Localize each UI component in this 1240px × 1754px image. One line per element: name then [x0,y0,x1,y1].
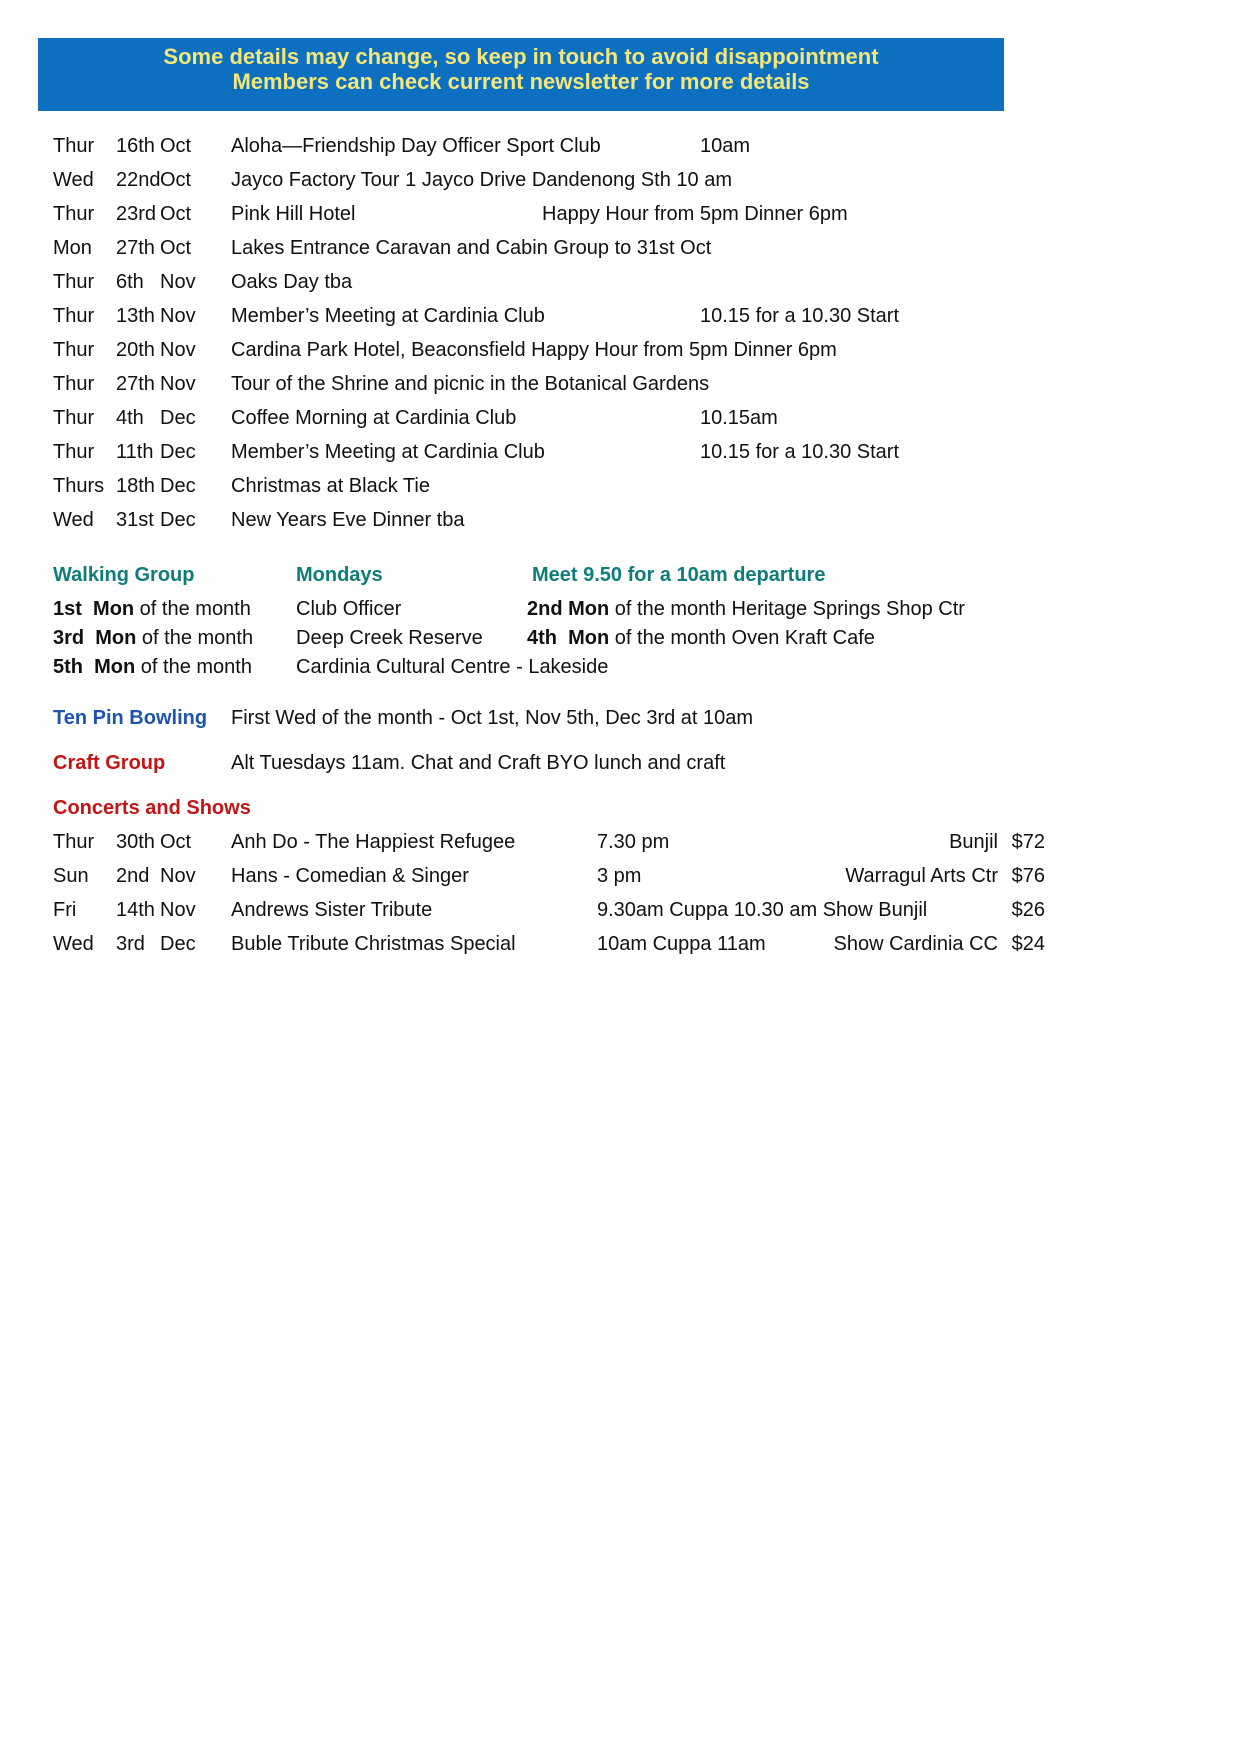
craft-title: Craft Group [53,752,166,774]
concert-month: Dec [160,933,196,955]
walk-row-2-place: Deep Creek Reserve [296,627,483,649]
concert-time: 9.30am Cuppa 10.30 am Show Bunjil [597,899,928,921]
concert-date: 30th [116,831,155,853]
event-description: Aloha—Friendship Day Officer Sport Club [231,135,601,157]
concert-price: $26 [1011,899,1045,921]
event-month: Dec [160,509,196,531]
event-day: Thur [53,135,95,157]
event-time: 10.15 for a 10.30 Start [700,441,900,463]
event-time: Happy Hour from 5pm Dinner 6pm [542,203,848,225]
event-date: 11th [116,441,154,463]
walk-row-1-when: 1st Mon of the month [53,598,251,620]
event-description: Christmas at Black Tie [231,475,430,497]
event-description: Coffee Morning at Cardinia Club [231,407,517,429]
event-time: 10.15am [700,407,778,429]
walk-row-1-alt: 2nd Mon of the month Heritage Springs Shop Ctr [527,598,965,620]
event-date: 20th [116,339,155,361]
event-day: Mon [53,237,92,259]
concert-date: 2nd [116,865,150,887]
event-month: Dec [160,441,196,463]
event-date: 6th [116,271,144,293]
event-day: Thur [53,271,95,293]
walk-row-3-when: 5th Mon of the month [53,656,252,678]
concert-time: 3 pm [597,865,642,887]
event-month: Dec [160,475,196,497]
concert-price: $72 [1011,831,1045,853]
event-day: Thur [53,305,95,327]
concert-month: Oct [160,831,192,853]
event-description: Jayco Factory Tour 1 Jayco Drive Dandenong Sth 10 am [231,169,732,191]
event-day: Thur [53,373,95,395]
banner-line-1: Some details may change, so keep in touch to avoid disappointment [163,44,879,69]
event-month: Oct [160,135,192,157]
walk-row-2-when: 3rd Mon of the month [53,627,254,649]
walking-group-title: Walking Group [53,564,195,586]
event-description: Tour of the Shrine and picnic in the Botanical Gardens [231,373,710,395]
event-date: 16th [116,135,155,157]
event-date: 4th [116,407,144,429]
event-description: Cardina Park Hotel, Beaconsfield Happy Hour from 5pm Dinner 6pm [231,339,837,361]
event-day: Thur [53,203,95,225]
concerts-title: Concerts and Shows [53,797,251,819]
concert-time: 7.30 pm [597,831,670,853]
craft-text: Alt Tuesdays 11am. Chat and Craft BYO lunch and craft [231,752,726,774]
walk-row-3-place: Cardinia Cultural Centre - Lakeside [296,656,609,678]
event-time: 10am [700,135,751,157]
walk-row-1-place: Club Officer [296,598,402,620]
event-month: Nov [160,305,196,327]
concert-day: Thur [53,831,95,853]
concert-price: $76 [1011,865,1045,887]
concert-day: Sun [53,865,89,887]
event-date: 23rd [116,203,157,225]
concert-venue: Warragul Arts Ctr [845,865,998,887]
walking-group-day: Mondays [296,564,383,586]
concert-venue: Bunjil [949,831,998,853]
event-day: Wed [53,509,94,531]
event-day: Wed [53,169,94,191]
concert-time: 10am Cuppa 11am [597,933,766,955]
event-day: Thur [53,441,95,463]
event-month: Nov [160,373,196,395]
walk-row-2-alt: 4th Mon of the month Oven Kraft Cafe [527,627,875,649]
event-month: Nov [160,271,196,293]
event-date: 13th [116,305,155,327]
concert-price: $24 [1011,933,1045,955]
event-month: Nov [160,339,196,361]
event-month: Oct [160,203,192,225]
event-date: 27th [116,373,155,395]
event-day: Thur [53,339,95,361]
event-day: Thur [53,407,95,429]
event-time: 10.15 for a 10.30 Start [700,305,900,327]
concert-month: Nov [160,899,196,921]
concert-day: Fri [53,899,77,921]
notice-banner [38,38,1004,111]
concert-name: Andrews Sister Tribute [231,899,433,921]
bowling-title: Ten Pin Bowling [53,707,208,729]
concert-date: 14th [116,899,155,921]
concert-name: Anh Do - The Happiest Refugee [231,831,516,853]
event-day: Thurs [53,475,105,497]
event-date: 31st [116,509,154,531]
walking-group-meet: Meet 9.50 for a 10am departure [532,564,826,586]
event-month: Oct [160,169,192,191]
banner-line-2: Members can check current newsletter for more details [232,69,810,94]
concert-day: Wed [53,933,94,955]
event-month: Dec [160,407,196,429]
event-date: 27th [116,237,155,259]
event-description: Pink Hill Hotel [231,203,356,225]
event-month: Oct [160,237,192,259]
event-date: 22nd [116,169,161,191]
event-date: 18th [116,475,155,497]
concert-name: Buble Tribute Christmas Special [231,933,516,955]
concert-name: Hans - Comedian & Singer [231,865,469,887]
event-description: Lakes Entrance Caravan and Cabin Group to 31st Oct [231,237,712,259]
event-description: Member’s Meeting at Cardinia Club [231,441,545,463]
event-description: Oaks Day tba [231,271,353,293]
event-description: New Years Eve Dinner tba [231,509,465,531]
event-description: Member’s Meeting at Cardinia Club [231,305,545,327]
bowling-text: First Wed of the month - Oct 1st, Nov 5th, Dec 3rd at 10am [231,707,754,729]
concert-date: 3rd [116,933,145,955]
concert-venue: Show Cardinia CC [833,933,998,955]
concert-month: Nov [160,865,196,887]
